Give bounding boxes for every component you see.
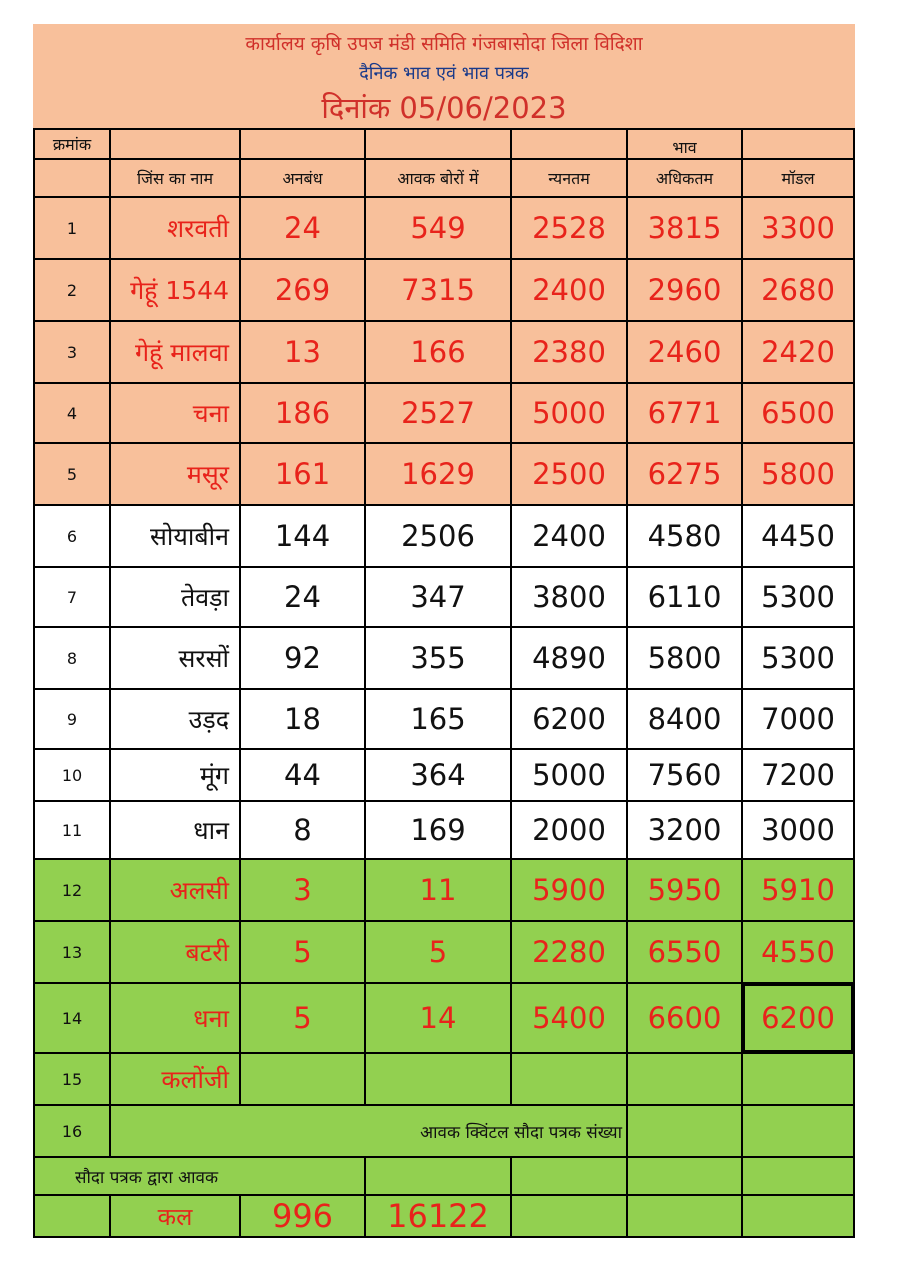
arrival-cell: 169 (365, 801, 511, 859)
table-row (34, 859, 854, 921)
header-block (33, 24, 855, 130)
col-model-header: मॉडल (742, 159, 854, 197)
table-row (34, 321, 854, 383)
serial-cell: 12 (34, 859, 110, 921)
model-rate-cell: 6200 (742, 983, 854, 1053)
contracts-cell: 18 (240, 689, 365, 749)
min-rate-cell: 2528 (511, 197, 627, 259)
table-row (34, 567, 854, 627)
header-row-1 (34, 129, 854, 159)
arrival-cell: 549 (365, 197, 511, 259)
total-label: कल (110, 1195, 240, 1237)
serial-cell: 5 (34, 443, 110, 505)
arrival-cell: 355 (365, 627, 511, 689)
arrival-cell: 5 (365, 921, 511, 983)
contracts-cell: 5 (240, 983, 365, 1053)
commodity-name-cell: शरवती (110, 197, 240, 259)
rates-table (33, 128, 855, 1238)
header-blank (34, 159, 110, 197)
table-row-note (34, 1157, 854, 1195)
col-commodity-header: जिंस का नाम (110, 159, 240, 197)
table-row (34, 259, 854, 321)
max-rate-cell: 5950 (627, 859, 742, 921)
model-rate-cell: 4450 (742, 505, 854, 567)
sheet-subtitle: दैनिक भाव एवं भाव पत्रक (359, 63, 529, 84)
max-rate-cell: 6771 (627, 383, 742, 443)
arrival-quintal-note: आवक क्विंटल सौदा पत्रक संख्या (110, 1105, 627, 1157)
arrival-cell: 347 (365, 567, 511, 627)
empty-cell (627, 1157, 742, 1195)
arrival-cell: 14 (365, 983, 511, 1053)
table-row (34, 383, 854, 443)
commodity-name-cell: कलोंजी (110, 1053, 240, 1105)
table-row (34, 801, 854, 859)
header-blank (240, 129, 365, 159)
min-rate-cell (511, 1053, 627, 1105)
table-row (34, 505, 854, 567)
header-blank (742, 129, 854, 159)
arrival-cell: 1629 (365, 443, 511, 505)
table-row (34, 921, 854, 983)
max-rate-cell: 6550 (627, 921, 742, 983)
contracts-cell: 24 (240, 197, 365, 259)
min-rate-cell: 5000 (511, 749, 627, 801)
serial-cell: 16 (34, 1105, 110, 1157)
serial-cell: 1 (34, 197, 110, 259)
model-rate-cell: 6500 (742, 383, 854, 443)
office-title: कार्यालय कृषि उपज मंडी समिति गंजबासोदा जिला विदिशा (245, 33, 643, 55)
empty-cell (511, 1195, 627, 1237)
col-min-header: न्यनतम (511, 159, 627, 197)
model-rate-cell: 5910 (742, 859, 854, 921)
min-rate-cell: 2000 (511, 801, 627, 859)
arrival-cell: 364 (365, 749, 511, 801)
table-row (34, 443, 854, 505)
col-rate-group-header: भाव (627, 129, 742, 159)
min-rate-cell: 5900 (511, 859, 627, 921)
commodity-name-cell: गेहूं 1544 (110, 259, 240, 321)
col-serial-header: क्रमांक (34, 129, 110, 159)
serial-cell: 9 (34, 689, 110, 749)
contracts-cell: 161 (240, 443, 365, 505)
table-row (34, 197, 854, 259)
deal-sheet-arrival-label: सौदा पत्रक द्वारा आवक (34, 1157, 365, 1195)
min-rate-cell: 5400 (511, 983, 627, 1053)
arrival-cell: 2506 (365, 505, 511, 567)
commodity-name-cell: उड़द (110, 689, 240, 749)
table-row (34, 1053, 854, 1105)
header-blank (110, 129, 240, 159)
empty-cell (365, 1157, 511, 1195)
contracts-cell: 269 (240, 259, 365, 321)
arrival-cell: 7315 (365, 259, 511, 321)
model-rate-cell: 7000 (742, 689, 854, 749)
empty-cell (742, 1195, 854, 1237)
contracts-cell: 3 (240, 859, 365, 921)
empty-cell (627, 1195, 742, 1237)
min-rate-cell: 2400 (511, 259, 627, 321)
contracts-cell: 13 (240, 321, 365, 383)
serial-cell: 10 (34, 749, 110, 801)
contracts-cell: 144 (240, 505, 365, 567)
model-rate-cell: 2420 (742, 321, 854, 383)
serial-cell: 15 (34, 1053, 110, 1105)
table-row-note (34, 1105, 854, 1157)
max-rate-cell: 8400 (627, 689, 742, 749)
col-contracts-header: अनबंध (240, 159, 365, 197)
arrival-cell: 165 (365, 689, 511, 749)
model-rate-cell: 2680 (742, 259, 854, 321)
min-rate-cell: 2500 (511, 443, 627, 505)
serial-cell: 14 (34, 983, 110, 1053)
total-contracts: 996 (240, 1195, 365, 1237)
max-rate-cell: 6110 (627, 567, 742, 627)
serial-cell: 13 (34, 921, 110, 983)
commodity-name-cell: धान (110, 801, 240, 859)
empty-cell (742, 1105, 854, 1157)
commodity-name-cell: बटरी (110, 921, 240, 983)
contracts-cell: 24 (240, 567, 365, 627)
max-rate-cell: 6275 (627, 443, 742, 505)
min-rate-cell: 2400 (511, 505, 627, 567)
arrival-cell: 11 (365, 859, 511, 921)
min-rate-cell: 6200 (511, 689, 627, 749)
serial-cell: 2 (34, 259, 110, 321)
date-line: दिनांक 05/06/2023 (321, 91, 567, 125)
table-row (34, 689, 854, 749)
empty-cell (742, 1157, 854, 1195)
max-rate-cell: 7560 (627, 749, 742, 801)
max-rate-cell: 3815 (627, 197, 742, 259)
col-arrival-header: आवक बोरों में (365, 159, 511, 197)
serial-cell: 7 (34, 567, 110, 627)
commodity-name-cell: तेवड़ा (110, 567, 240, 627)
rate-sheet (33, 24, 855, 1246)
commodity-name-cell: अलसी (110, 859, 240, 921)
max-rate-cell: 2460 (627, 321, 742, 383)
commodity-name-cell: चना (110, 383, 240, 443)
contracts-cell: 44 (240, 749, 365, 801)
max-rate-cell: 5800 (627, 627, 742, 689)
min-rate-cell: 2280 (511, 921, 627, 983)
max-rate-cell: 3200 (627, 801, 742, 859)
commodity-name-cell: सरसों (110, 627, 240, 689)
commodity-name-cell: मूंग (110, 749, 240, 801)
table-row (34, 749, 854, 801)
model-rate-cell: 5800 (742, 443, 854, 505)
model-rate-cell: 7200 (742, 749, 854, 801)
serial-cell: 8 (34, 627, 110, 689)
model-rate-cell: 5300 (742, 567, 854, 627)
min-rate-cell: 5000 (511, 383, 627, 443)
contracts-cell: 5 (240, 921, 365, 983)
model-rate-cell: 4550 (742, 921, 854, 983)
commodity-name-cell: सोयाबीन (110, 505, 240, 567)
col-max-header: अधिकतम (627, 159, 742, 197)
commodity-name-cell: गेहूं मालवा (110, 321, 240, 383)
total-row (34, 1195, 854, 1237)
contracts-cell: 92 (240, 627, 365, 689)
contracts-cell: 8 (240, 801, 365, 859)
serial-cell: 3 (34, 321, 110, 383)
empty-cell (511, 1157, 627, 1195)
max-rate-cell: 6600 (627, 983, 742, 1053)
empty-cell (34, 1195, 110, 1237)
table-row (34, 983, 854, 1053)
contracts-cell: 186 (240, 383, 365, 443)
arrival-cell: 2527 (365, 383, 511, 443)
min-rate-cell: 2380 (511, 321, 627, 383)
model-rate-cell: 5300 (742, 627, 854, 689)
table-row (34, 627, 854, 689)
header-blank (365, 129, 511, 159)
min-rate-cell: 4890 (511, 627, 627, 689)
max-rate-cell (627, 1053, 742, 1105)
max-rate-cell: 2960 (627, 259, 742, 321)
total-arrival: 16122 (365, 1195, 511, 1237)
commodity-name-cell: धना (110, 983, 240, 1053)
commodity-name-cell: मसूर (110, 443, 240, 505)
model-rate-cell (742, 1053, 854, 1105)
serial-cell: 6 (34, 505, 110, 567)
model-rate-cell: 3000 (742, 801, 854, 859)
contracts-cell (240, 1053, 365, 1105)
empty-cell (627, 1105, 742, 1157)
arrival-cell (365, 1053, 511, 1105)
header-row-2 (34, 159, 854, 197)
serial-cell: 4 (34, 383, 110, 443)
min-rate-cell: 3800 (511, 567, 627, 627)
serial-cell: 11 (34, 801, 110, 859)
model-rate-cell: 3300 (742, 197, 854, 259)
max-rate-cell: 4580 (627, 505, 742, 567)
arrival-cell: 166 (365, 321, 511, 383)
header-blank (511, 129, 627, 159)
